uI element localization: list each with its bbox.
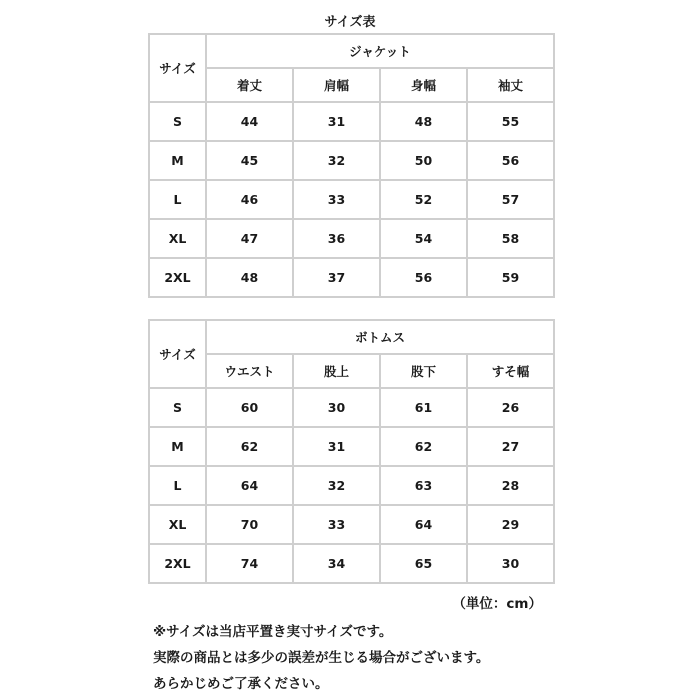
table-cell: 55 [467,102,554,141]
table-row [149,258,554,297]
table-cell: 58 [467,219,554,258]
table-cell: 47 [206,219,293,258]
table-cell: 34 [293,544,380,583]
table-cell: 48 [206,258,293,297]
table-cell: 30 [293,388,380,427]
size-label: M [149,141,206,180]
table-cell: 33 [293,505,380,544]
table-row [149,388,554,427]
table-cell: 74 [206,544,293,583]
note-line: ※サイズは当店平置き実寸サイズです。 [153,624,393,640]
table-cell: 31 [293,427,380,466]
column-header: 股下 [380,354,467,388]
table-cell: 44 [206,102,293,141]
size-label: L [149,466,206,505]
table-cell: 46 [206,180,293,219]
table-cell: 64 [206,466,293,505]
table-cell: 65 [380,544,467,583]
column-header: ウエスト [206,354,293,388]
table-cell: 70 [206,505,293,544]
size-label: 2XL [149,544,206,583]
table-cell: 31 [293,102,380,141]
table-cell: 30 [467,544,554,583]
jacket-size-table [148,33,555,298]
jacket-title: ジャケット [206,34,554,68]
column-header: 袖丈 [467,68,554,102]
table-row [149,141,554,180]
table-row [149,544,554,583]
column-header: 身幅 [380,68,467,102]
table-cell: 61 [380,388,467,427]
table-cell: 54 [380,219,467,258]
table-cell: 62 [380,427,467,466]
table-row [149,180,554,219]
table-cell: 59 [467,258,554,297]
table-cell: 52 [380,180,467,219]
table-cell: 60 [206,388,293,427]
size-label: XL [149,505,206,544]
table-cell: 45 [206,141,293,180]
table-cell: 50 [380,141,467,180]
table-row [149,102,554,141]
size-label: XL [149,219,206,258]
size-label: L [149,180,206,219]
table-cell: 64 [380,505,467,544]
size-header: サイズ [149,320,206,388]
table-cell: 57 [467,180,554,219]
table-cell: 28 [467,466,554,505]
table-cell: 27 [467,427,554,466]
table-cell: 63 [380,466,467,505]
bottoms-size-table [148,319,555,584]
size-label: M [149,427,206,466]
table-row [149,466,554,505]
table-cell: 33 [293,180,380,219]
bottoms-title: ボトムス [206,320,554,354]
note-line: あらかじめご了承ください。 [153,676,329,692]
table-cell: 48 [380,102,467,141]
table-cell: 26 [467,388,554,427]
table-cell: 56 [380,258,467,297]
table-row [149,427,554,466]
note-line: 実際の商品とは多少の誤差が生じる場合がございます。 [153,650,490,666]
table-cell: 32 [293,141,380,180]
table-row [149,219,554,258]
table-cell: 36 [293,219,380,258]
size-label: 2XL [149,258,206,297]
table-cell: 62 [206,427,293,466]
unit-label: （単位：cm） [452,596,542,612]
size-label: S [149,102,206,141]
size-header: サイズ [149,34,206,102]
column-header: 肩幅 [293,68,380,102]
column-header: 着丈 [206,68,293,102]
page-title: サイズ表 [324,15,376,30]
column-header: すそ幅 [467,354,554,388]
table-cell: 29 [467,505,554,544]
table-cell: 32 [293,466,380,505]
column-header: 股上 [293,354,380,388]
table-row [149,505,554,544]
size-label: S [149,388,206,427]
table-cell: 56 [467,141,554,180]
table-cell: 37 [293,258,380,297]
